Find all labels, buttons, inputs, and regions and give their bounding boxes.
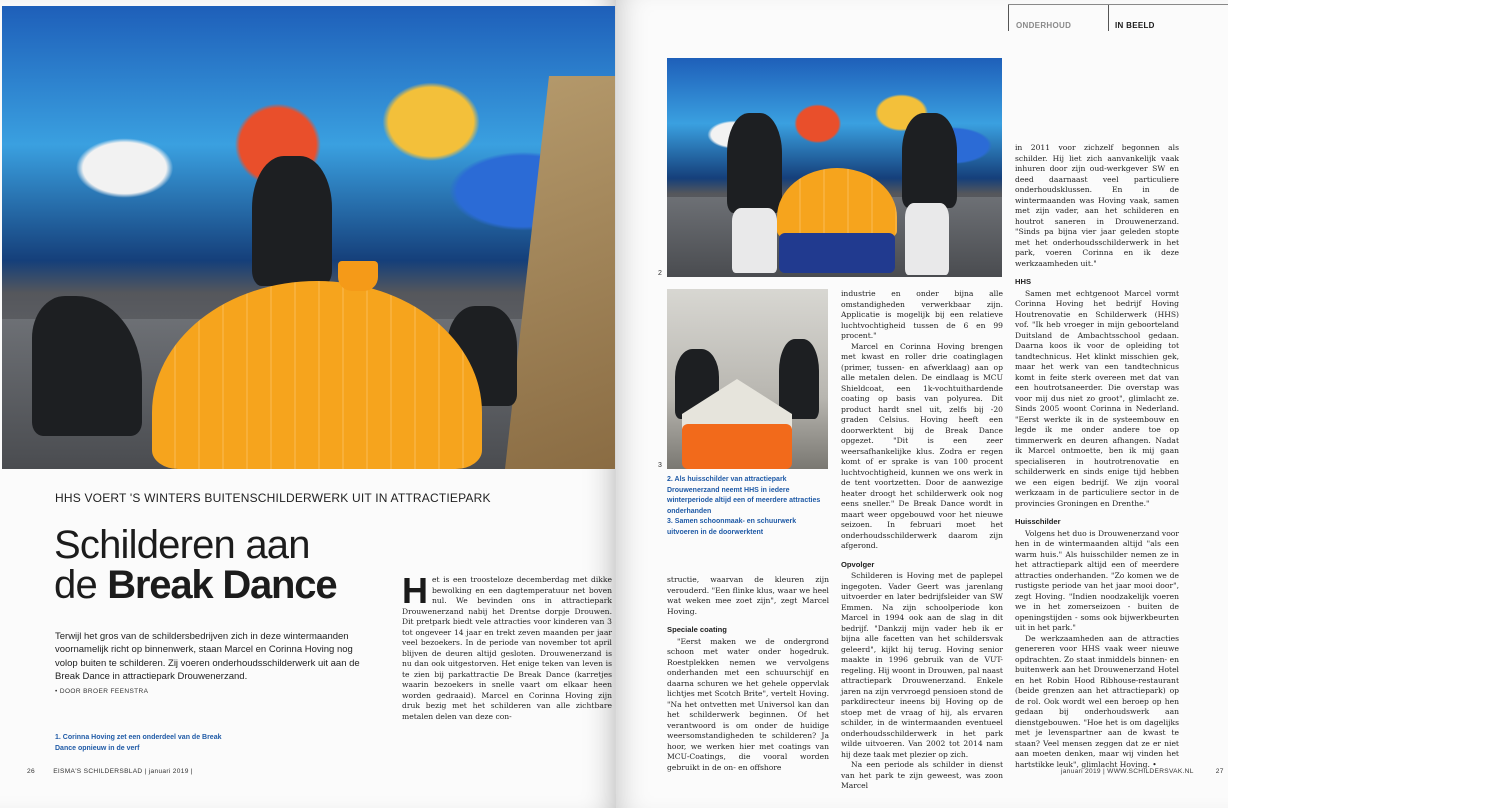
right-page <box>616 0 1228 808</box>
heading-hhs: HHS <box>1015 277 1032 286</box>
photo-3-number: 3 <box>658 462 662 469</box>
caption-1: 1. Corinna Hoving zet een onderdeel van de Break Dance opnieuw in de verf <box>55 734 222 752</box>
col3-p4: De werkzaamheden aan de attracties genereren voor HHS vaak weer nieuwe opdrachten. Zo staat inmiddels binnen- en buitenwerk aan het Drouwenerzand Hotel en het Robin Hood Ribhouse-restaurant (beide grenzen aan het attractiepark) op de rol. Ook wordt wel een beroep op hen gedaan bij onderhoudswerk aan dienstgebouwen. "Hoe het is om dagelijks met je levenspartner aan de kwast te staan? Veel mensen zeggen dat ze er niet aan moeten denken, maar wij vinden het hartstikke leuk", glimlacht Hoving. • <box>1015 633 1179 769</box>
article-headline <box>54 525 394 605</box>
footer-left <box>27 768 193 775</box>
footer-right <box>1061 768 1224 775</box>
heading-opvolger: Opvolger <box>841 559 875 569</box>
caption-2-3: 2. Als huisschilder van attractiepark Drouwenerzand neemt HHS in iedere winterperiode altijd een of meerdere attracties onderhanden 3. Samen schoonmaak- en schuurwerk uitvoeren in de doorwerktent <box>667 476 821 536</box>
body-text-left: et is een troosteloze decemberdag met dikke bewolking en een dagtemperatuur net boven nul. We bevinden ons in attractiepark Drouwenerzand nabij het Drentse dorpje Drouwen. Dit pretpark biedt vele attracties voor kinderen van 3 tot ongeveer 14 jaar en trekt zeven maanden per jaar veel bezoekers. In de periode van november tot april blijven de deuren altijd gesloten. Drouwenerzand is nu dan ook uitgestorven. Het enige teken van leven is te zien bij parkattractie De Break Dance (karretjes waarin bezoekers in snelle vaart om elkaar heen worden gedraaid). Marcel en Corinna Hoving zijn druk bezig met het schilderen van alle zichtbare metalen delen van deze con- <box>402 575 612 721</box>
body-column-r2 <box>841 289 1003 792</box>
rubric-in-beeld: IN BEELD <box>1115 21 1155 30</box>
byline: • DOOR BROER FEENSTRA <box>55 688 149 695</box>
headline-line2 <box>54 565 394 605</box>
col2-p4: Na een periode als schilder in dienst van het park te zijn geweest, was zoon Marcel <box>841 760 1003 790</box>
article-kicker: HHS VOERT 'S WINTERS BUITENSCHILDERWERK UIT IN ATTRACTIEPARK <box>55 491 491 505</box>
left-page <box>0 0 616 808</box>
col2-p1: industrie en onder bijna alle omstandigheden verwerkbaar zijn. Applicatie is mogelijk bij een relatieve luchtvochtigheid tussen de 6 en 99 procent." <box>841 289 1003 340</box>
col3-p3: Volgens het duo is Drouwenerzand voor hen in de wintermaanden altijd "als een warm huis." Als huisschilder nemen ze in het attractiepark altijd een of meerdere attracties onderhanden. "Zo komen we de rustigste periode van het jaar mooi door", zegt Hoving. "Indien noodzakelijk voeren we in het zomerseizoen - buiten de openingstijden - soms ook bijwerkbeurten uit in het park." <box>1015 528 1179 632</box>
col3-p2: Samen met echtgenoot Marcel vormt Corinna Hoving het bedrijf Hoving Houtrenovatie en Schilderwerk (HHS) vof. "Ik heb vroeger in mijn geboorteland Duitsland de Ambachtsschool gedaan. Daarna koos ik voor de opleiding tot tandtechnicus. Het klinkt misschien gek, maar het werk van een tandtechnicus komt in feite sterk overeen met dat van een houtrotsaneerder. Die overstap was voor mij dus niet zo groot", glimlacht ze. Sinds 2005 woont Corinna in Nederland. "Eerst werkte ik in de systeembouw en legde ik me onder andere toe op timmerwerk en deuren afhangen. Nadat ik Marcel ontmoette, ben ik mij gaan specialiseren in houtrotrenovatie en schilderwerk en sinds enige tijd hebben we een eigen bedrijf. We zijn vooral werkzaam in de particuliere sector in de provincies Groningen en Drenthe." <box>1015 288 1179 508</box>
headline-line1: Schilderen aan <box>54 523 310 567</box>
heading-huisschilder: Huisschilder <box>1015 517 1061 526</box>
rubric-onderhoud: ONDERHOUD <box>1016 21 1072 30</box>
page-number-left: 26 <box>27 768 35 775</box>
rubric-bar <box>1008 4 1228 30</box>
dropcap: H <box>402 570 428 611</box>
body-column-r3 <box>1015 143 1179 770</box>
heading-speciale-coating: Speciale coating <box>667 625 727 634</box>
body-column-left <box>402 570 612 722</box>
col3-p1: in 2011 voor zichzelf begonnen als schilder. Hij liet zich aanvankelijk vaak inhuren door zijn oud-werkgever SW en deed daarnaast veel particuliere onderhoudsklussen. En in de wintermaanden was Hoving vaak, samen met zijn vader, aan het schilderen en houtrot saneren in Drouwenerzand. "Sinds pa bijna vier jaar geleden stopte met het onderhoudsschilderwerk in het park, voeren Corinna en ik deze werkzaamheden uit." <box>1015 143 1179 268</box>
article-intro: Terwijl het gros van de schildersbedrijven zich in deze wintermaanden voornamelijk richt op binnenwerk, staan Marcel en Corinna Hoving nog volop buiten te schilderen. Zij voeren onderhoudsschilderwerk uit aan de Break Dance in attractiepark Drouwenerzand. <box>55 631 360 682</box>
photo-2-couple-at-attraction <box>667 58 1002 277</box>
col2-p3: Schilderen is Hoving met de paplepel ingegoten. Vader Geert was jarenlang uitvoerder en later bedrijfsleider van SW Emmen. Na zijn schoolperiode kon Marcel in 1994 ook aan de slag in dit bedrijf. "Dankzij mijn vader heb ik er bijna alle facetten van het schildersvak geleerd", kijkt hij terug. Hoving senior maakte in 1996 gebruik van de VUT-regeling. Hij woont in Drouwen, pal naast attractiepark Drouwenerzand. Enkele jaren na zijn vervroegd pensioen stond de parkdirecteur ineens bij Hoving op de stoep met de vraag of hij, als ervaren schilder, in de wintermaanden eventueel onderhoudsschilderwerk in het park wilde uitvoeren. Van 2002 tot 2014 nam hij deze taak met plezier op zich. <box>841 571 1003 759</box>
photo-1-break-dance-painting <box>2 6 615 469</box>
footer-left-text: EISMA'S SCHILDERSBLAD | januari 2019 | <box>53 768 193 775</box>
photo-2-number: 2 <box>658 270 662 277</box>
body-column-r1 <box>667 575 829 773</box>
col1-body: "Eerst maken we de ondergrond schoon met water onder hogedruk. Roestplekken nemen we vervolgens onderhanden met een schuurschijf en daarna schuren we het gehele oppervlak lichtjes met Scotch Brite", vertelt Hoving. "Na het ontvetten met Universol kan dan het schilderwerk beginnen. Of het verantwoord is om onder de huidige weersomstandigheden te schilderen? Ja hoor, we werken hier met coatings van MCU-Coatings, die vooral worden gebruikt in de on- en offshore <box>667 636 829 772</box>
headline-bold: Break Dance <box>107 563 337 607</box>
col2-p2: Marcel en Corinna Hoving brengen met kwast en roller drie coatinglagen (primer, tussen- en afwerklaag) aan op alle metalen delen. De eindlaag is MCU Shieldcoat, een 1k-vochtuithardende coating op basis van polyurea. Dit product hardt snel uit, zelfs bij -20 graden Celsius. Hoving heeft een doorwerktent bij de Break Dance opgezet. "Dit is een zeer weersafhankelijke klus. Zodra er regen komt of er sprake is van 100 procent luchtvochtigheid, kunnen we ons werk in de tent voortzetten. Door de aanwezige heater droogt het schilderwerk ook nog eens sneller." De Break Dance wordt in maart weer opgebouwd voor het nieuwe seizoen. In februari moet het onderhoudsschilderwerk daarom zijn afgerond. <box>841 341 1003 550</box>
photo-3-work-tent <box>667 289 828 469</box>
footer-right-text: januari 2019 | WWW.SCHILDERSVAK.NL <box>1061 768 1194 775</box>
page-number-right: 27 <box>1215 768 1224 775</box>
col1-top: structie, waarvan de kleuren zijn verouderd. "Een flinke klus, waar we heel wat weken mee zoet zijn", zegt Marcel Hoving. <box>667 575 829 616</box>
headline-prefix: de <box>54 563 108 607</box>
